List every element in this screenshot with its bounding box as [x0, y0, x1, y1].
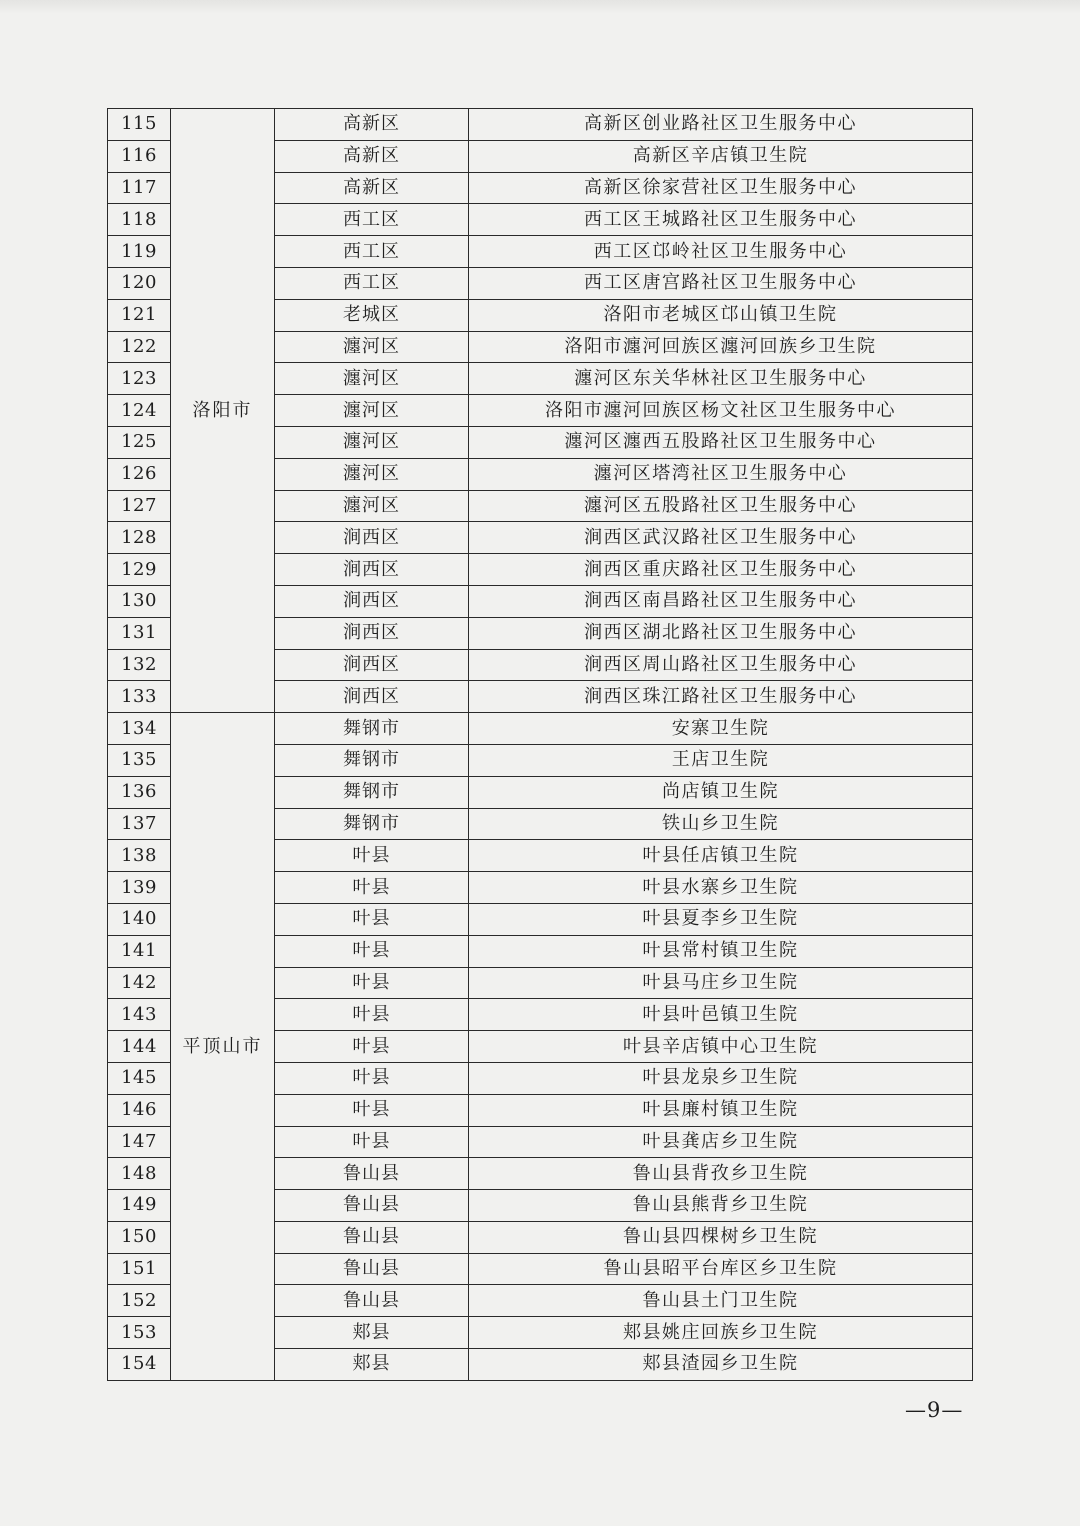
district-cell: 叶县: [275, 967, 469, 999]
institution-name-cell: 西工区邙岭社区卫生服务中心: [469, 236, 973, 268]
institution-name-cell: 瀍河区瀍西五股路社区卫生服务中心: [469, 426, 973, 458]
institution-name-cell: 叶县夏李乡卫生院: [469, 903, 973, 935]
row-number-cell: 116: [108, 140, 171, 172]
city-cell: 洛阳市: [171, 109, 275, 713]
district-cell: 叶县: [275, 872, 469, 904]
row-number-cell: 151: [108, 1253, 171, 1285]
row-number-cell: 133: [108, 681, 171, 713]
district-cell: 瀍河区: [275, 331, 469, 363]
district-cell: 瀍河区: [275, 426, 469, 458]
row-number-cell: 122: [108, 331, 171, 363]
institution-name-cell: 瀍河区塔湾社区卫生服务中心: [469, 458, 973, 490]
district-cell: 高新区: [275, 109, 469, 141]
institution-name-cell: 郏县渣园乡卫生院: [469, 1349, 973, 1381]
row-number-cell: 128: [108, 522, 171, 554]
district-cell: 叶县: [275, 903, 469, 935]
district-cell: 鲁山县: [275, 1190, 469, 1222]
district-cell: 西工区: [275, 204, 469, 236]
institution-name-cell: 西工区唐宫路社区卫生服务中心: [469, 267, 973, 299]
institution-name-cell: 洛阳市瀍河回族区瀍河回族乡卫生院: [469, 331, 973, 363]
row-number-cell: 115: [108, 109, 171, 141]
row-number-cell: 121: [108, 299, 171, 331]
institution-name-cell: 鲁山县昭平台库区乡卫生院: [469, 1253, 973, 1285]
row-number-cell: 124: [108, 395, 171, 427]
district-cell: 西工区: [275, 236, 469, 268]
table-row: [108, 109, 973, 141]
institution-name-cell: 叶县常村镇卫生院: [469, 935, 973, 967]
row-number-cell: 132: [108, 649, 171, 681]
row-number-cell: 131: [108, 617, 171, 649]
row-number-cell: 149: [108, 1190, 171, 1222]
institution-name-cell: 高新区创业路社区卫生服务中心: [469, 109, 973, 141]
district-cell: 叶县: [275, 999, 469, 1031]
row-number-cell: 136: [108, 776, 171, 808]
institution-name-cell: 瀍河区五股路社区卫生服务中心: [469, 490, 973, 522]
institution-name-cell: 叶县任店镇卫生院: [469, 840, 973, 872]
institution-name-cell: 涧西区湖北路社区卫生服务中心: [469, 617, 973, 649]
institution-name-cell: 涧西区重庆路社区卫生服务中心: [469, 554, 973, 586]
district-cell: 瀍河区: [275, 458, 469, 490]
district-cell: 老城区: [275, 299, 469, 331]
institution-name-cell: 涧西区武汉路社区卫生服务中心: [469, 522, 973, 554]
district-cell: 瀍河区: [275, 395, 469, 427]
city-cell: 平顶山市: [171, 713, 275, 1381]
row-number-cell: 137: [108, 808, 171, 840]
institution-name-cell: 鲁山县土门卫生院: [469, 1285, 973, 1317]
district-cell: 涧西区: [275, 522, 469, 554]
district-cell: 涧西区: [275, 649, 469, 681]
district-cell: 郏县: [275, 1317, 469, 1349]
district-cell: 舞钢市: [275, 713, 469, 745]
district-cell: 叶县: [275, 1031, 469, 1063]
district-cell: 叶县: [275, 840, 469, 872]
district-cell: 鲁山县: [275, 1253, 469, 1285]
row-number-cell: 139: [108, 872, 171, 904]
district-cell: 涧西区: [275, 617, 469, 649]
district-cell: 叶县: [275, 1094, 469, 1126]
row-number-cell: 129: [108, 554, 171, 586]
institution-name-cell: 洛阳市瀍河回族区杨文社区卫生服务中心: [469, 395, 973, 427]
row-number-cell: 148: [108, 1158, 171, 1190]
row-number-cell: 123: [108, 363, 171, 395]
institution-name-cell: 鲁山县熊背乡卫生院: [469, 1190, 973, 1222]
row-number-cell: 135: [108, 744, 171, 776]
row-number-cell: 154: [108, 1349, 171, 1381]
district-cell: 舞钢市: [275, 808, 469, 840]
district-cell: 涧西区: [275, 585, 469, 617]
institution-name-cell: 西工区王城路社区卫生服务中心: [469, 204, 973, 236]
district-cell: 舞钢市: [275, 776, 469, 808]
district-cell: 鲁山县: [275, 1221, 469, 1253]
district-cell: 叶县: [275, 1126, 469, 1158]
row-number-cell: 146: [108, 1094, 171, 1126]
row-number-cell: 125: [108, 426, 171, 458]
institution-name-cell: 涧西区珠江路社区卫生服务中心: [469, 681, 973, 713]
row-number-cell: 119: [108, 236, 171, 268]
institution-name-cell: 叶县水寨乡卫生院: [469, 872, 973, 904]
institution-name-cell: 郏县姚庄回族乡卫生院: [469, 1317, 973, 1349]
district-cell: 叶县: [275, 1062, 469, 1094]
health-institution-table: [107, 108, 973, 1381]
district-cell: 舞钢市: [275, 744, 469, 776]
row-number-cell: 118: [108, 204, 171, 236]
district-cell: 高新区: [275, 140, 469, 172]
row-number-cell: 127: [108, 490, 171, 522]
institution-name-cell: 鲁山县四棵树乡卫生院: [469, 1221, 973, 1253]
institution-name-cell: 高新区徐家营社区卫生服务中心: [469, 172, 973, 204]
district-cell: 鲁山县: [275, 1285, 469, 1317]
row-number-cell: 145: [108, 1062, 171, 1094]
district-cell: 西工区: [275, 267, 469, 299]
district-cell: 瀍河区: [275, 363, 469, 395]
district-cell: 郏县: [275, 1349, 469, 1381]
district-cell: 涧西区: [275, 554, 469, 586]
institution-name-cell: 瀍河区东关华林社区卫生服务中心: [469, 363, 973, 395]
row-number-cell: 117: [108, 172, 171, 204]
institution-name-cell: 叶县廉村镇卫生院: [469, 1094, 973, 1126]
row-number-cell: 120: [108, 267, 171, 299]
institution-name-cell: 叶县辛店镇中心卫生院: [469, 1031, 973, 1063]
row-number-cell: 150: [108, 1221, 171, 1253]
page-top-shadow: [0, 0, 1080, 14]
district-cell: 叶县: [275, 935, 469, 967]
institution-name-cell: 安寨卫生院: [469, 713, 973, 745]
row-number-cell: 126: [108, 458, 171, 490]
row-number-cell: 130: [108, 585, 171, 617]
row-number-cell: 144: [108, 1031, 171, 1063]
institution-name-cell: 叶县马庄乡卫生院: [469, 967, 973, 999]
table-body: [108, 109, 973, 1381]
institution-name-cell: 铁山乡卫生院: [469, 808, 973, 840]
institution-name-cell: 王店卫生院: [469, 744, 973, 776]
institution-name-cell: 涧西区南昌路社区卫生服务中心: [469, 585, 973, 617]
row-number-cell: 142: [108, 967, 171, 999]
page-number: —9—: [905, 1398, 964, 1422]
institution-name-cell: 洛阳市老城区邙山镇卫生院: [469, 299, 973, 331]
row-number-cell: 140: [108, 903, 171, 935]
row-number-cell: 147: [108, 1126, 171, 1158]
district-cell: 鲁山县: [275, 1158, 469, 1190]
row-number-cell: 143: [108, 999, 171, 1031]
institution-name-cell: 叶县叶邑镇卫生院: [469, 999, 973, 1031]
district-cell: 高新区: [275, 172, 469, 204]
district-cell: 瀍河区: [275, 490, 469, 522]
institution-name-cell: 鲁山县背孜乡卫生院: [469, 1158, 973, 1190]
row-number-cell: 152: [108, 1285, 171, 1317]
row-number-cell: 153: [108, 1317, 171, 1349]
institution-name-cell: 涧西区周山路社区卫生服务中心: [469, 649, 973, 681]
institution-name-cell: 高新区辛店镇卫生院: [469, 140, 973, 172]
institution-name-cell: 叶县龙泉乡卫生院: [469, 1062, 973, 1094]
table-row: [108, 713, 973, 745]
district-cell: 涧西区: [275, 681, 469, 713]
institution-name-cell: 尚店镇卫生院: [469, 776, 973, 808]
row-number-cell: 134: [108, 713, 171, 745]
row-number-cell: 141: [108, 935, 171, 967]
institution-name-cell: 叶县龚店乡卫生院: [469, 1126, 973, 1158]
row-number-cell: 138: [108, 840, 171, 872]
